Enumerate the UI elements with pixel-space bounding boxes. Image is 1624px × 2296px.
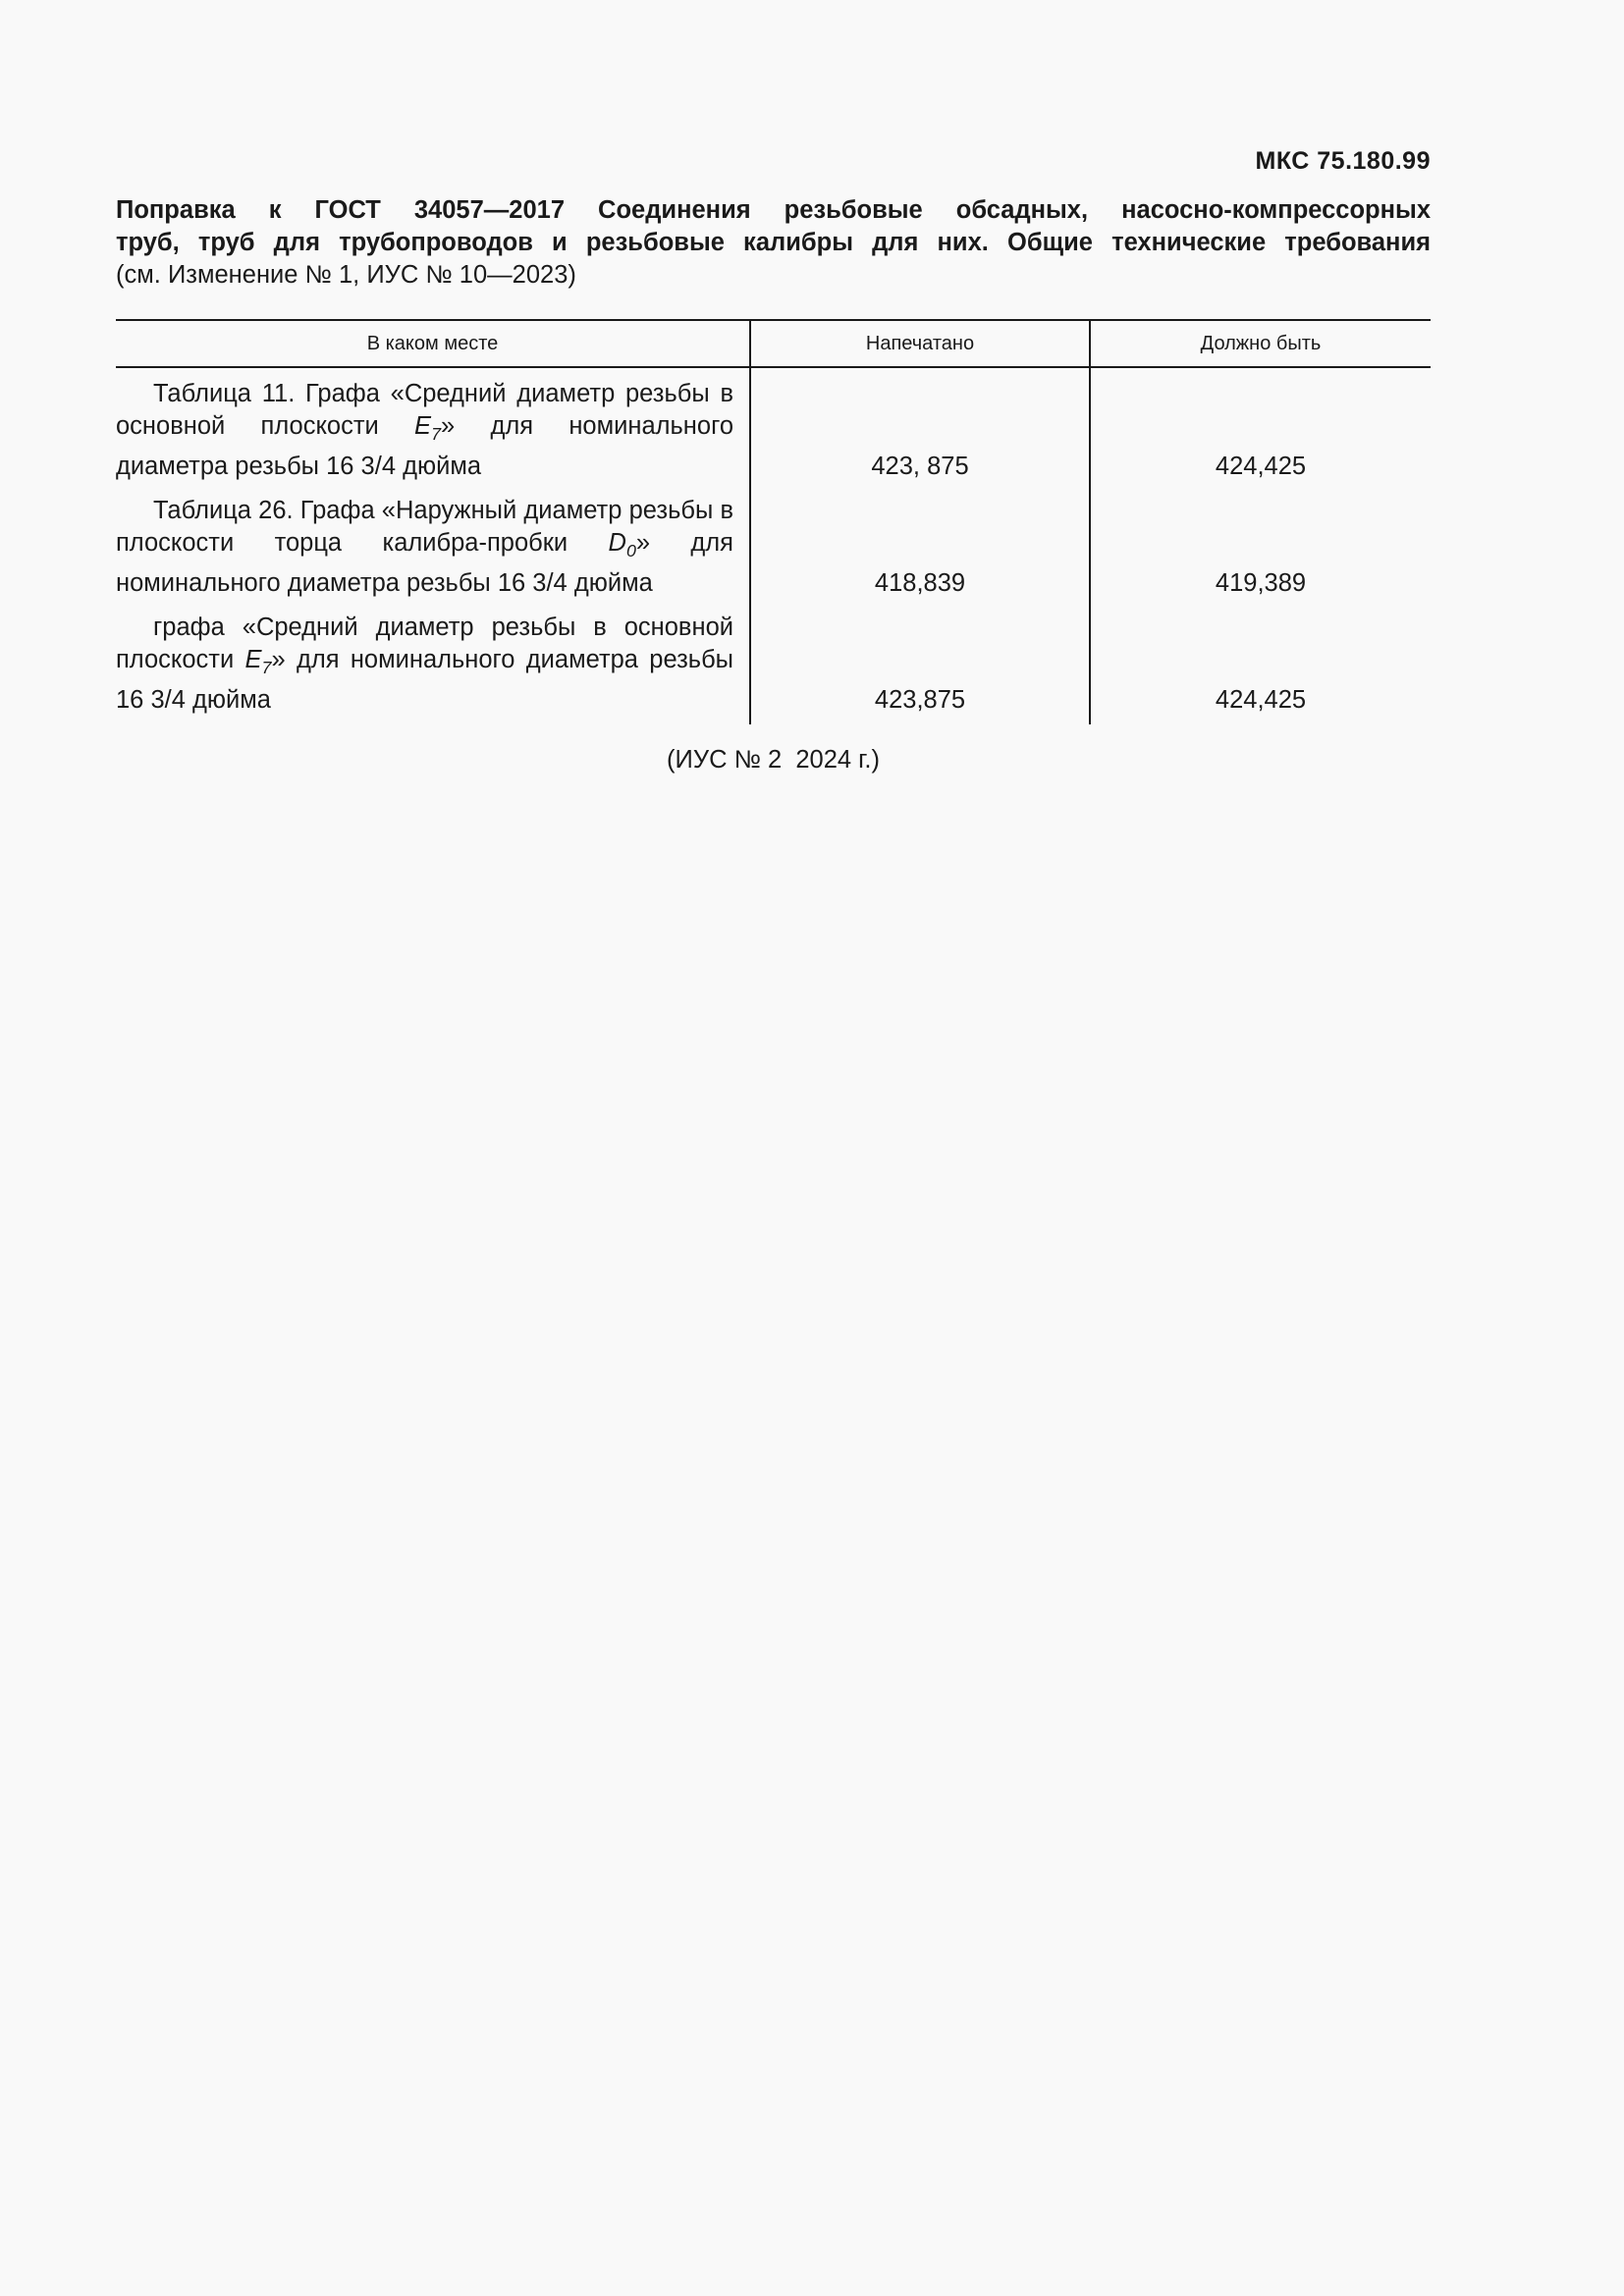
- symbol: $E_7$: [244, 646, 272, 678]
- correct-value: 419,389: [1090, 485, 1431, 602]
- place-cell: графа «Средний диаметр резьбы в основной плоскости $E_7$» для номинального диаметра резьбы 16 3/4 дюйма: [116, 614, 734, 715]
- column-header-place: В каком месте: [116, 320, 750, 367]
- column-header-printed: Напечатано: [750, 320, 1090, 367]
- amendment-title-line-2: труб, труб для трубопроводов и резьбовые калибры для них. Общие технические требования: [116, 229, 1431, 256]
- table-row: [116, 367, 1431, 485]
- symbol: $D_0$: [608, 529, 636, 561]
- column-header-should-be: Должно быть: [1090, 320, 1431, 367]
- amendment-title-line-1: Поправка к ГОСТ 34057—2017 Соединения резьбовые обсадных, насосно-компрессорных: [116, 196, 1431, 224]
- table-row: [116, 485, 1431, 602]
- publication-footer: (ИУС № 2 2024 г.): [667, 746, 880, 774]
- printed-value: 423,875: [750, 602, 1090, 724]
- printed-value: 423, 875: [750, 367, 1090, 485]
- corrections-table: [116, 319, 1431, 724]
- correct-value: 424,425: [1090, 367, 1431, 485]
- printed-value: 418,839: [750, 485, 1090, 602]
- place-cell: Таблица 26. Графа «Наружный диаметр резьбы в плоскости торца калибра-пробки $D_0$» для номинального диаметра резьбы 16 3/4 дюйма: [116, 497, 733, 598]
- correct-value: 424,425: [1090, 602, 1431, 724]
- classification-code: МКС 75.180.99: [1255, 147, 1431, 175]
- amendment-header: [116, 194, 1431, 292]
- place-cell: Таблица 11. Графа «Средний диаметр резьбы в основной плоскости $E_7$» для номинального диаметра резьбы 16 3/4 дюйма: [116, 380, 733, 481]
- amendment-reference: (см. Изменение № 1, ИУС № 10—2023): [116, 261, 576, 289]
- table-header-row: [116, 320, 1431, 367]
- symbol: $E_7$: [414, 412, 441, 445]
- table-row: [116, 602, 1431, 724]
